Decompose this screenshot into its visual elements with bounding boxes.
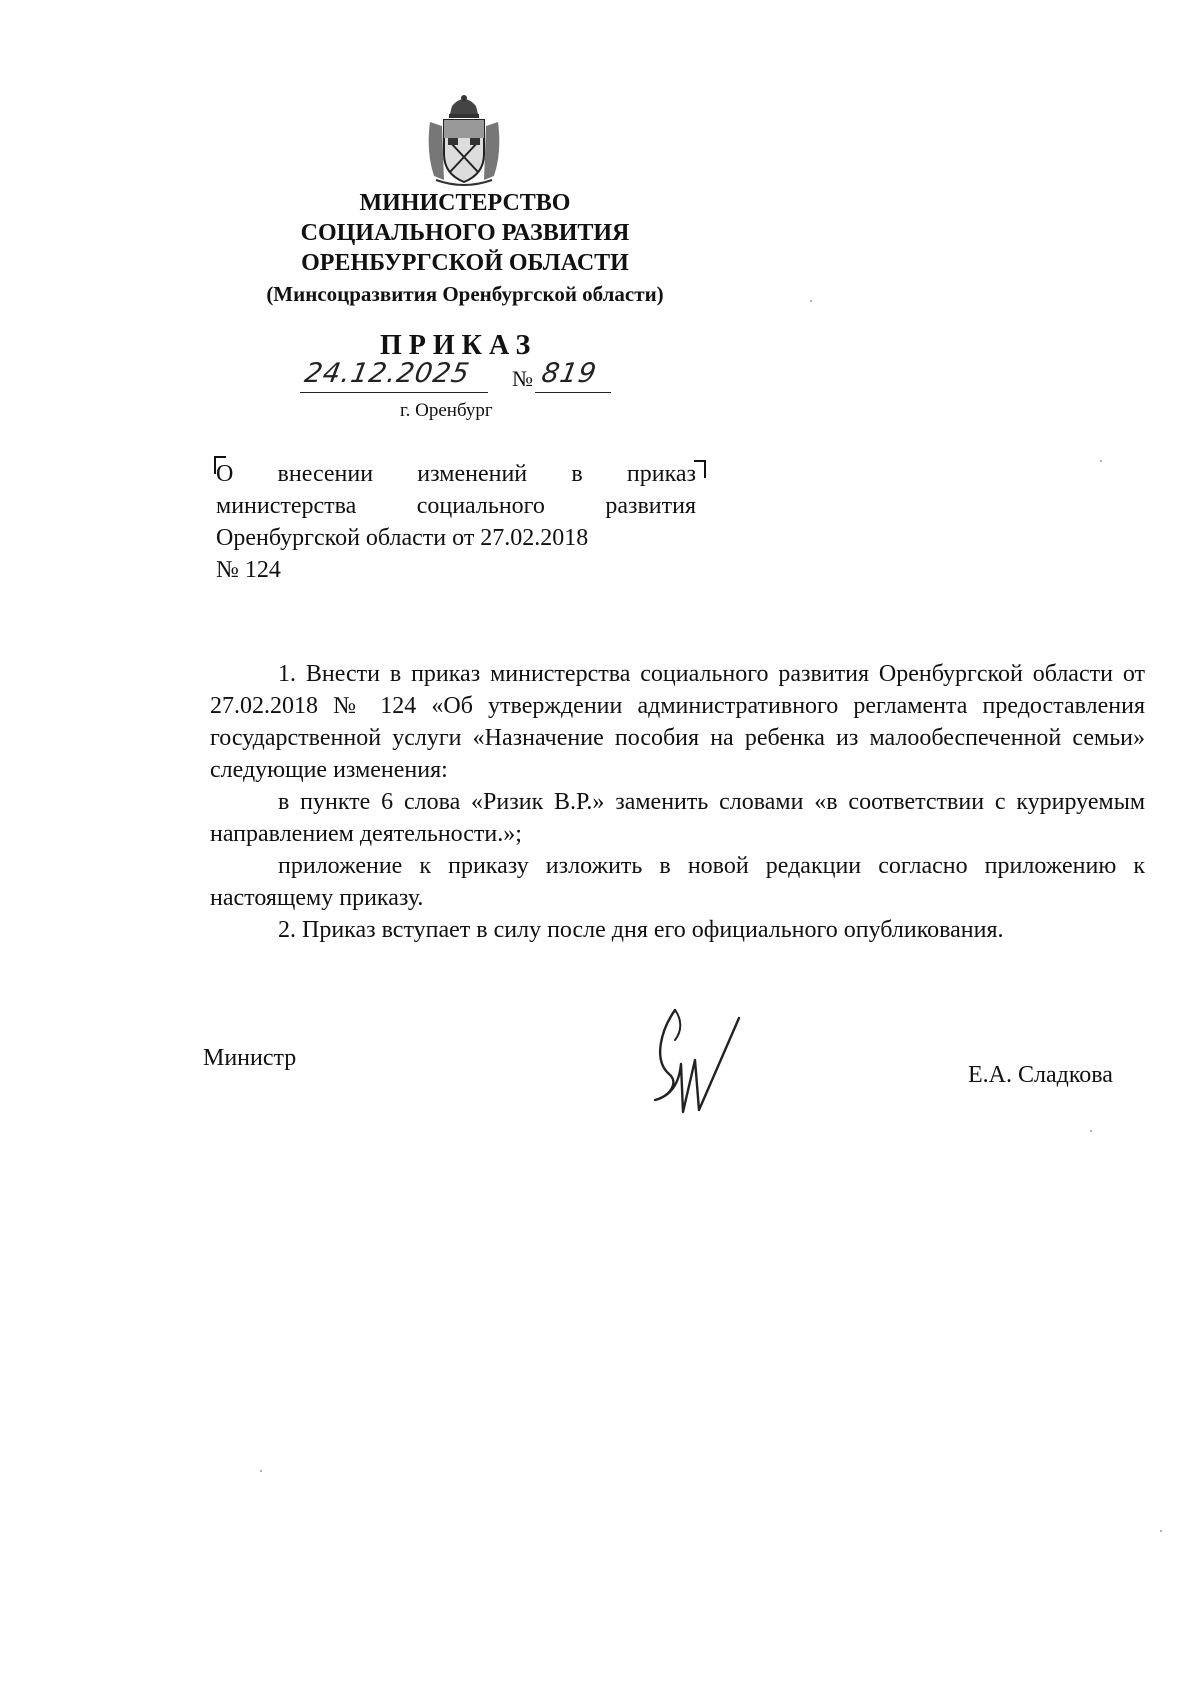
ministry-short-name: (Минсоцразвития Оренбургской области): [266, 282, 664, 306]
order-body: [210, 658, 1145, 946]
scan-speck: [1160, 1530, 1162, 1532]
coat-of-arms-emblem: [422, 92, 506, 188]
body-paragraph-2: в пункте 6 слова «Ризик В.Р.» заменить словами «в соответствии с курируемым направлением деятельности.»;: [210, 789, 1145, 847]
subject-line-4: № 124: [216, 557, 281, 583]
scan-speck: [1100, 460, 1102, 462]
scan-speck: [810, 300, 812, 302]
subject-line-2: министерства социального развития: [216, 493, 696, 519]
order-number-sign: №: [512, 366, 533, 391]
handwritten-signature: [635, 1000, 765, 1130]
order-city: г. Оренбург: [400, 400, 493, 421]
ministry-name-line2: СОЦИАЛЬНОГО РАЗВИТИЯ: [300, 220, 630, 246]
ministry-name-line3: ОРЕНБУРГСКОЙ ОБЛАСТИ: [301, 250, 629, 276]
body-paragraph-4: 2. Приказ вступает в силу после дня его официального опубликования.: [278, 917, 1004, 943]
date-underline: [300, 392, 488, 393]
body-paragraph-1: 1. Внести в приказ министерства социального развития Оренбургской области от 27.02.2018 № 124 «Об утверждении административного регламента предоставления государственной услуги «Назначение пособия на ребенка из малообеспеченной семьи» следующие изменения:: [210, 661, 1145, 783]
scan-speck: [1090, 1130, 1092, 1132]
body-paragraph-3: приложение к приказу изложить в новой редакции согласно приложению к настоящему приказу.: [210, 853, 1145, 911]
signer-position: Министр: [203, 1045, 297, 1071]
order-subject: [216, 458, 696, 586]
signer-name: Е.А. Сладкова: [968, 1062, 1113, 1088]
order-title: ПРИКАЗ: [380, 330, 538, 361]
order-date: 24.12.2025: [302, 358, 473, 389]
subject-line-1: О внесении изменений в приказ: [216, 461, 696, 487]
scan-speck: [260, 1470, 262, 1472]
number-underline: [535, 392, 611, 393]
subject-line-3: Оренбургской области от 27.02.2018: [216, 525, 589, 551]
order-number: 819: [539, 358, 600, 389]
ministry-header: [200, 188, 730, 310]
ministry-name-line1: МИНИСТЕРСТВО: [359, 190, 571, 216]
